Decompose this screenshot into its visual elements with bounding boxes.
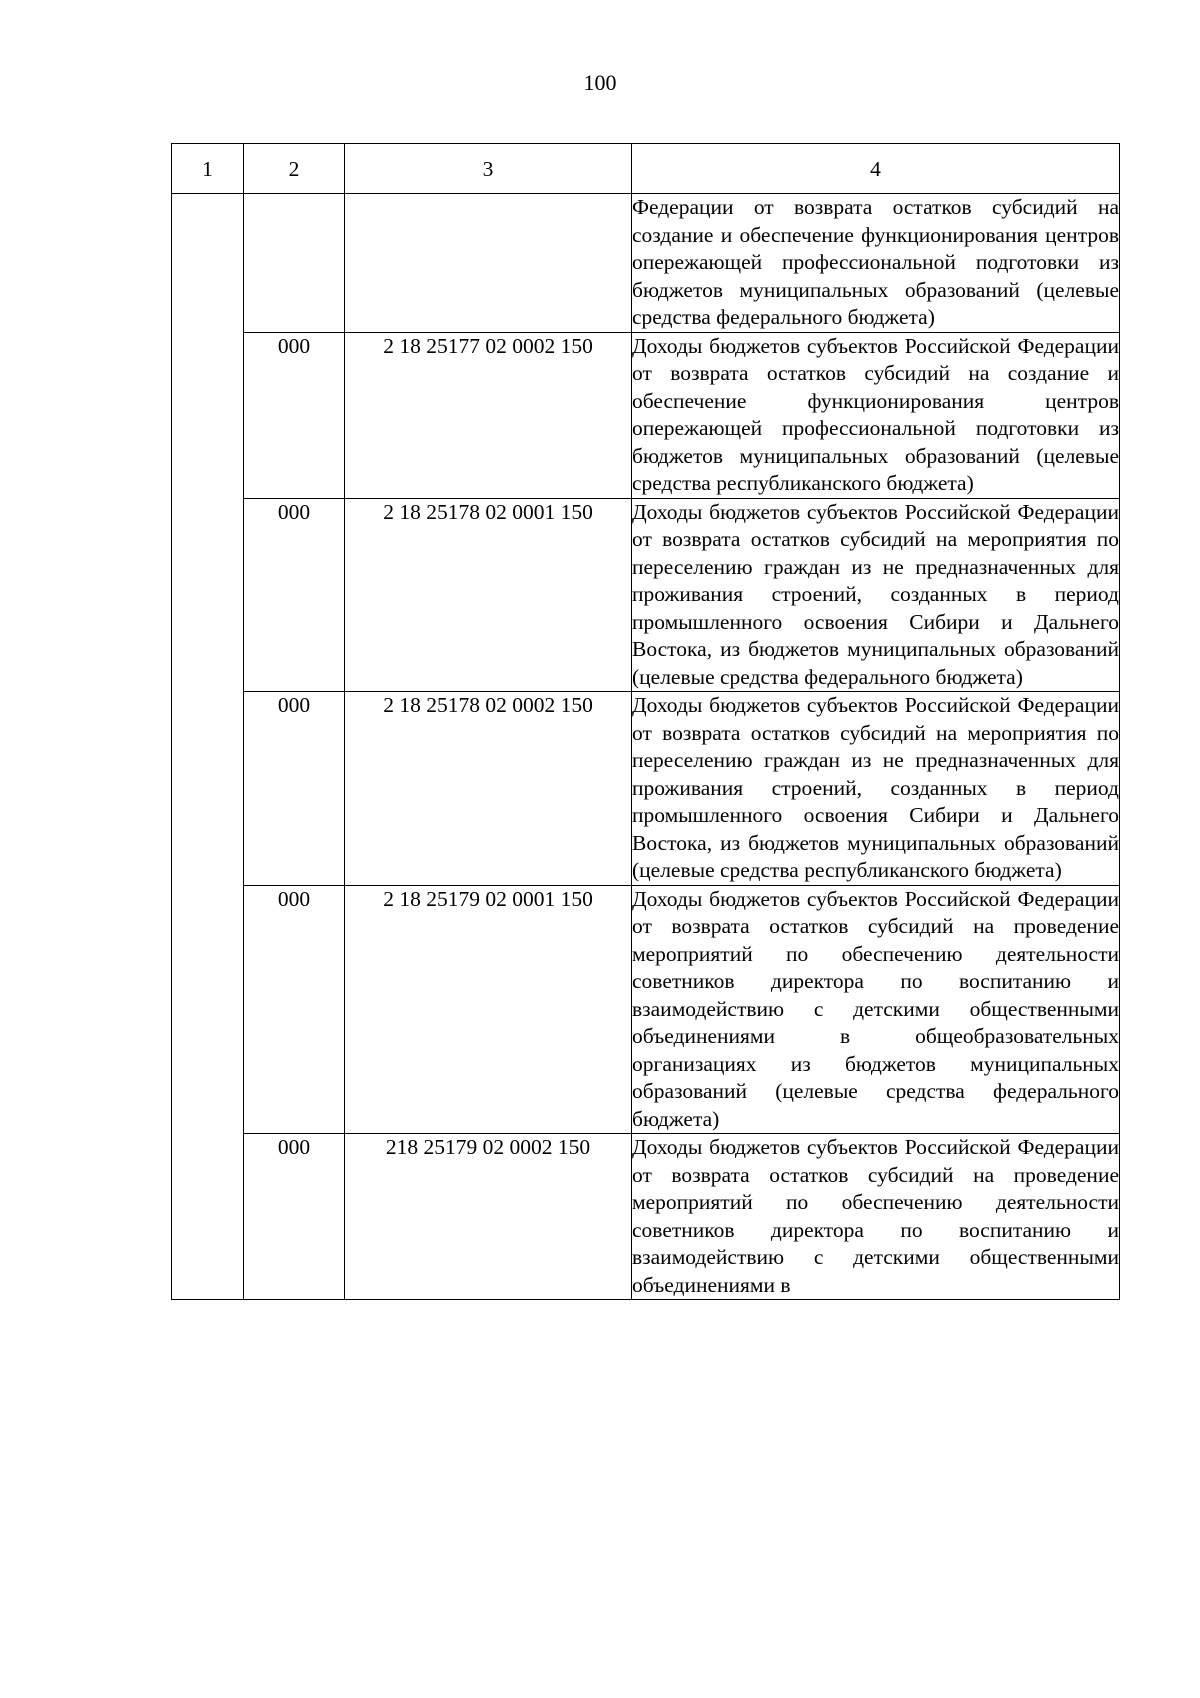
admin-code-cell: 000: [244, 1134, 345, 1300]
budget-classification-table: [171, 143, 1120, 1300]
description-cell: Доходы бюджетов субъектов Российской Федерации от возврата остатков субсидий на мероприятия по переселению граждан из не предназначенных для проживания строений, созданных в период промышленного освоения Сибири и Дальнего Востока, из бюджетов муниципальных образований (целевые средства федерального бюджета): [632, 498, 1120, 692]
table-row: [172, 692, 1120, 886]
description-cell: Федерации от возврата остатков субсидий на создание и обеспечение функционирования центров опережающей профессиональной подготовки из бюджетов муниципальных образований (целевые средства федерального бюджета): [632, 194, 1120, 333]
admin-code-cell: 000: [244, 885, 345, 1134]
table-body: [172, 194, 1120, 1300]
header-col-1: 1: [172, 144, 244, 194]
budget-code-cell: 2 18 25178 02 0001 150: [345, 498, 632, 692]
page-number: 100: [583, 70, 617, 95]
description-cell: Доходы бюджетов субъектов Российской Федерации от возврата остатков субсидий на создание и обеспечение функционирования центров опережающей профессиональной подготовки из бюджетов муниципальных образований (целевые средства республиканского бюджета): [632, 332, 1120, 498]
budget-code-cell: 2 18 25177 02 0002 150: [345, 332, 632, 498]
description-cell: Доходы бюджетов субъектов Российской Федерации от возврата остатков субсидий на мероприятия по переселению граждан из не предназначенных для проживания строений, созданных в период промышленного освоения Сибири и Дальнего Востока, из бюджетов муниципальных образований (целевые средства республиканского бюджета): [632, 692, 1120, 886]
header-col-2: 2: [244, 144, 345, 194]
budget-code-cell: 218 25179 02 0002 150: [345, 1134, 632, 1300]
admin-code-cell: 000: [244, 692, 345, 886]
header-col-4: 4: [632, 144, 1120, 194]
admin-code-cell: [244, 194, 345, 333]
table-header: [172, 144, 1120, 194]
header-row: [172, 144, 1120, 194]
table-row: [172, 498, 1120, 692]
budget-code-cell: 2 18 25179 02 0001 150: [345, 885, 632, 1134]
table-row: [172, 885, 1120, 1134]
description-cell: Доходы бюджетов субъектов Российской Федерации от возврата остатков субсидий на проведение мероприятий по обеспечению деятельности советников директора по воспитанию и взаимодействию с детскими общественными объединениями в: [632, 1134, 1120, 1300]
budget-code-cell: [345, 194, 632, 333]
merged-column-1-cell: [172, 194, 244, 1300]
table-row: [172, 1134, 1120, 1300]
table-row: [172, 194, 1120, 333]
description-cell: Доходы бюджетов субъектов Российской Федерации от возврата остатков субсидий на проведение мероприятий по обеспечению деятельности советников директора по воспитанию и взаимодействию с детскими общественными объединениями в общеобразовательных организациях из бюджетов муниципальных образований (целевые средства федерального бюджета): [632, 885, 1120, 1134]
admin-code-cell: 000: [244, 332, 345, 498]
table-row: [172, 332, 1120, 498]
admin-code-cell: 000: [244, 498, 345, 692]
header-col-3: 3: [345, 144, 632, 194]
budget-code-cell: 2 18 25178 02 0002 150: [345, 692, 632, 886]
